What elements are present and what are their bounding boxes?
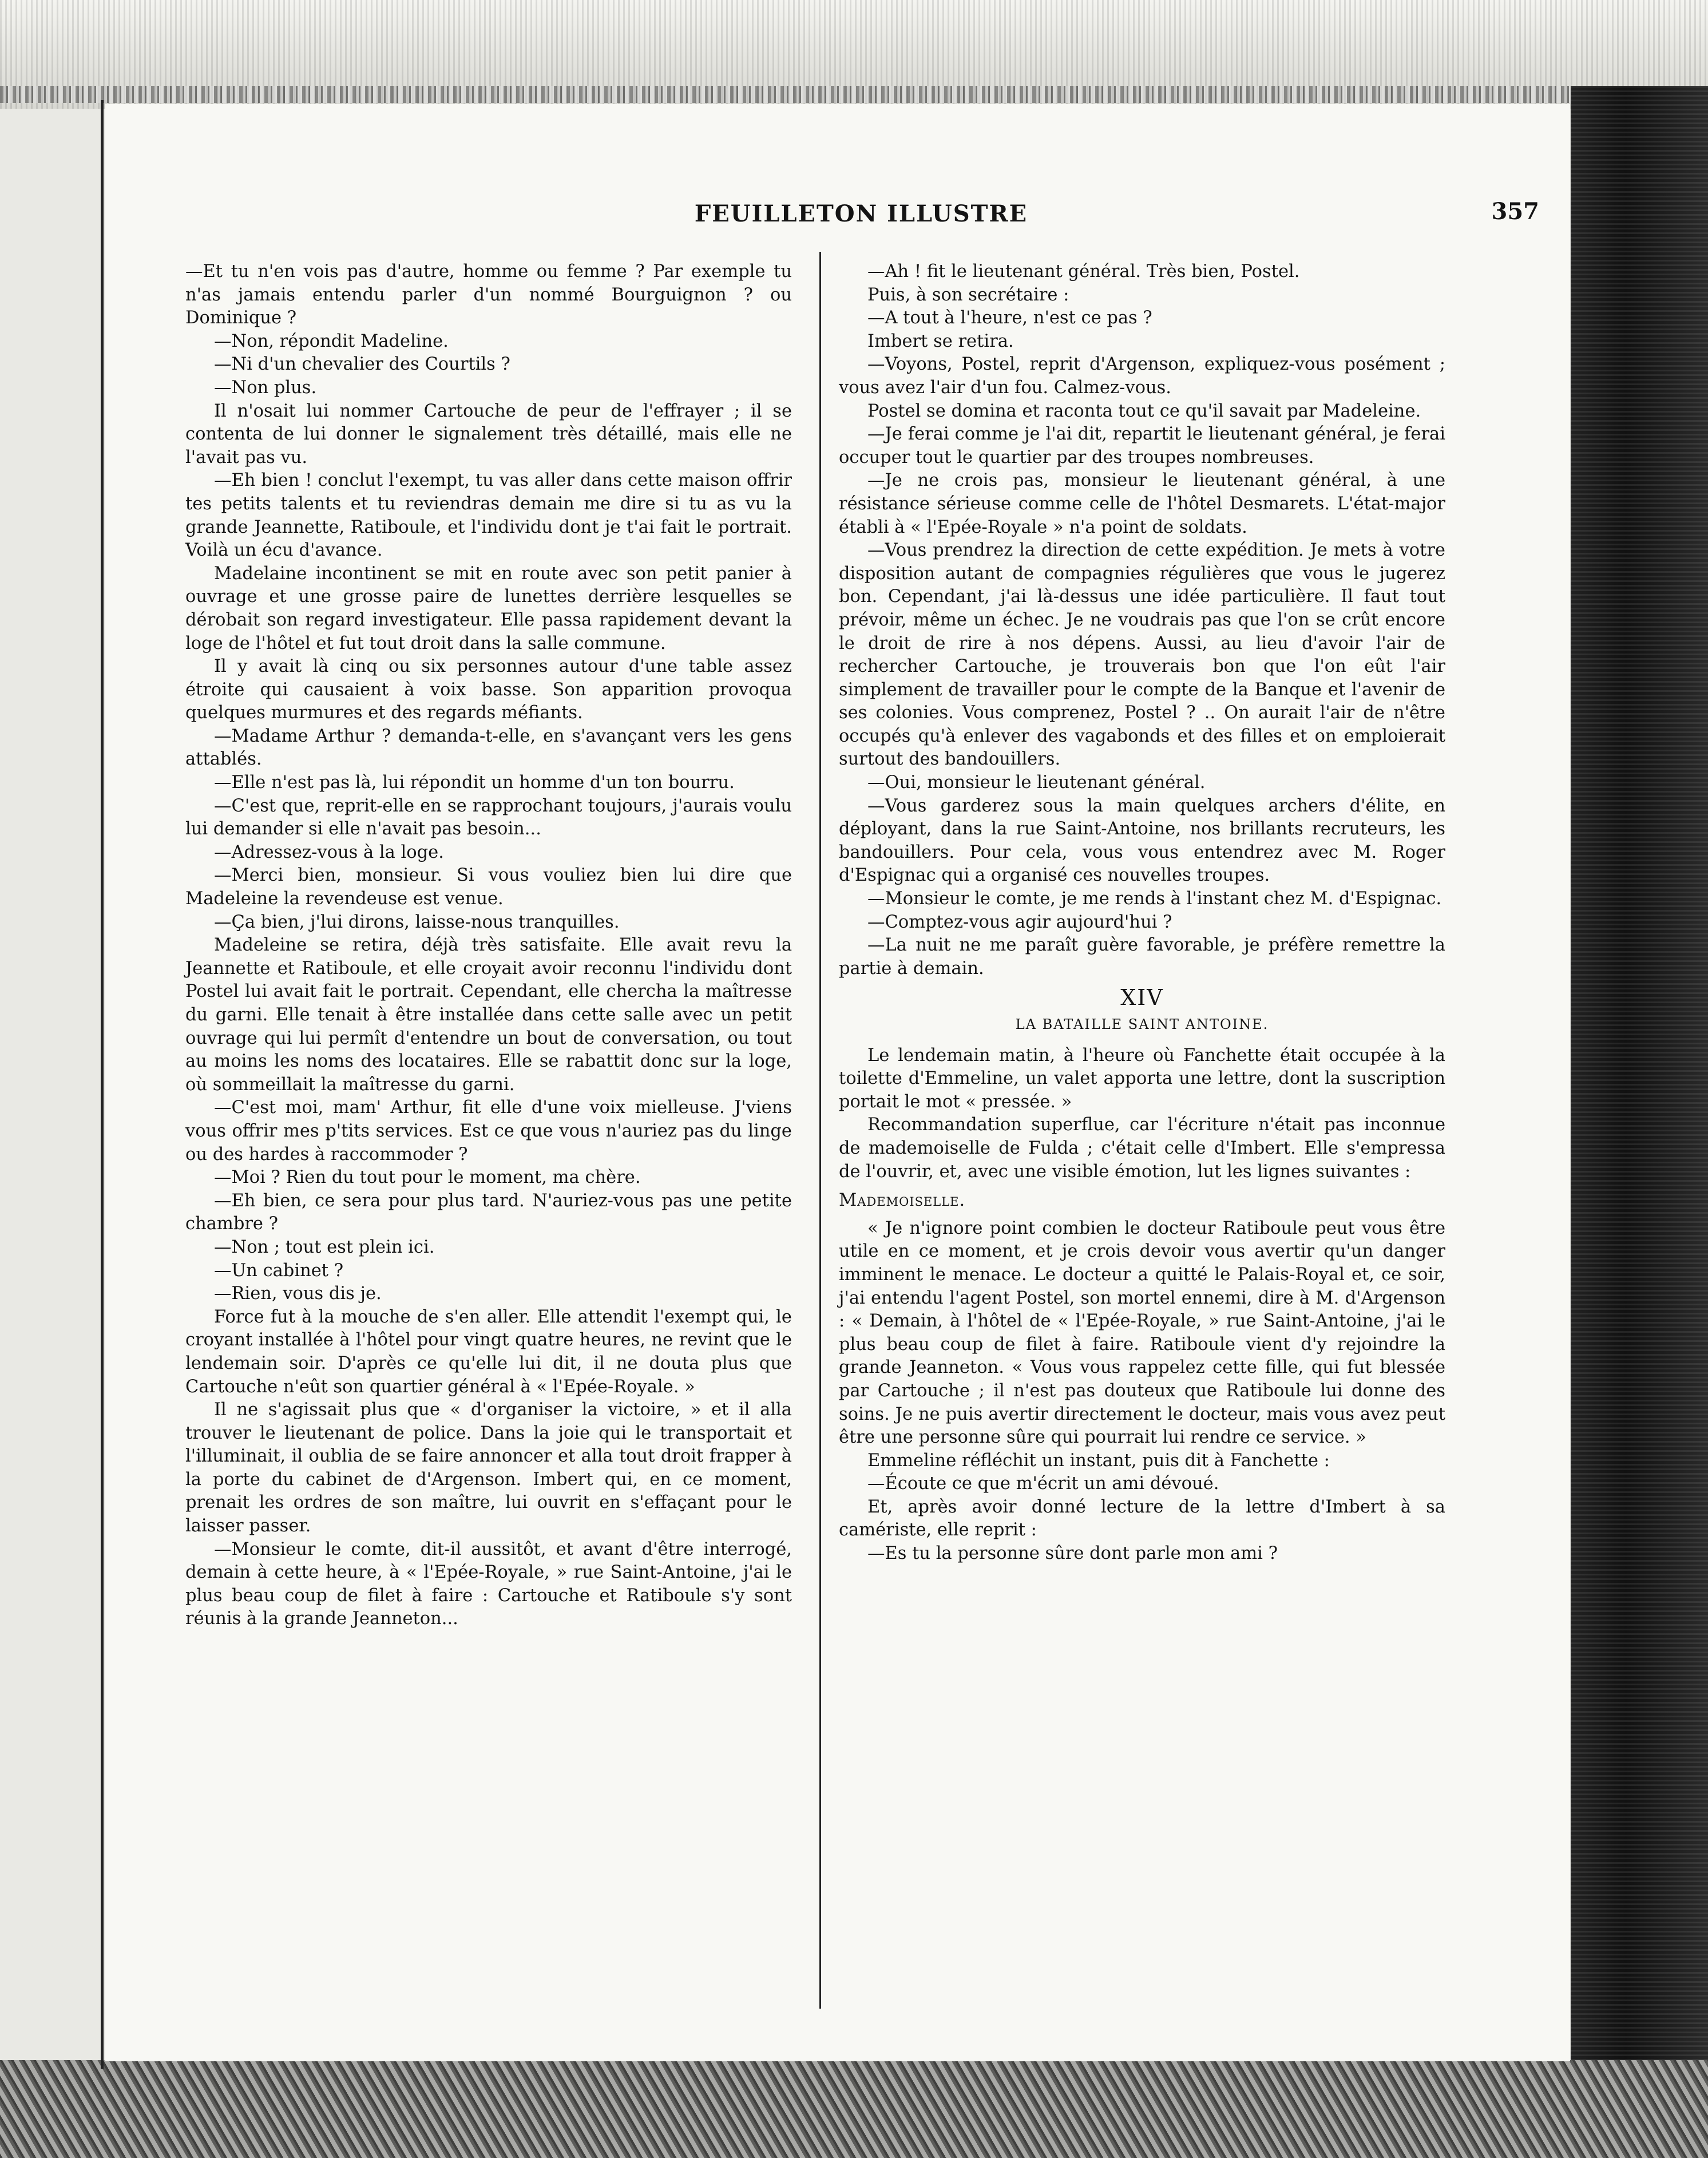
- scan-shadow-right: [1571, 86, 1708, 2077]
- paragraph: Il n'osait lui nommer Cartouche de peur de l'effrayer ; il se contenta de lui donner le signalement très détaillé, mais elle ne l'avait pas vu.: [185, 401, 792, 468]
- paragraph: —Eh bien ! conclut l'exempt, tu vas aller dans cette maison offrir tes petits talents et tu reviendras demain me dire si tu as vu la grande Jeannette, Ratiboule, et l'individu dont je t'ai fait le portrait. Voilà un écu d'avance.: [185, 470, 792, 561]
- paragraph: Il y avait là cinq ou six personnes autour d'une table assez étroite qui causaient à voix basse. Son apparition provoqua quelques murmures et des regards méfiants.: [185, 656, 792, 723]
- paragraph: Postel se domina et raconta tout ce qu'il savait par Madeleine.: [867, 401, 1421, 421]
- paragraph: Force fut à la mouche de s'en aller. Elle attendit l'exempt qui, le croyant installée à l'hôtel pour vingt quatre heures, ne revint que le lendemain soir. D'après ce qu'elle lui dit, il ne douta plus que Cartouche n'eût son quartier général à « l'Epée-Royale. »: [185, 1306, 792, 1397]
- paragraph: —Moi ? Rien du tout pour le moment, ma chère.: [214, 1167, 641, 1188]
- paragraph: —Ça bien, j'lui dirons, laisse-nous tranquilles.: [214, 912, 620, 932]
- paragraph: —Ah ! fit le lieutenant général. Très bien, Postel.: [867, 262, 1300, 282]
- paragraph: —Non plus.: [214, 377, 317, 398]
- paragraph: —Vous garderez sous la main quelques archers d'élite, en déployant, dans la rue Saint-Antoine, nos brillants recruteurs, les bandouillers. Pour cela, vous vous entendrez avec M. Roger d'Espignac qui a organisé ces nouvelles troupes.: [839, 795, 1445, 886]
- paragraph: —Non, répondit Madeline.: [214, 331, 449, 351]
- paragraph: —Eh bien, ce sera pour plus tard. N'auriez-vous pas une petite chambre ?: [185, 1190, 792, 1234]
- scan-edge-top: [0, 86, 1708, 103]
- paragraph: Recommandation superflue, car l'écriture n'était pas inconnue de mademoiselle de Fulda ; c'était celle d'Imbert. Elle s'empressa de l'ouvrir, et, avec une visible émotion, lut les lignes suivantes :: [839, 1115, 1445, 1182]
- chapter-number: XIV: [1120, 985, 1164, 1011]
- column-rule: [819, 252, 821, 2009]
- paragraph: —Oui, monsieur le lieutenant général.: [867, 773, 1206, 793]
- paragraph: —Elle n'est pas là, lui répondit un homme d'un ton bourru.: [214, 773, 735, 793]
- paragraph: Le lendemain matin, à l'heure où Fanchette était occupée à la toilette d'Emmeline, un valet apporta une lettre, dont la suscription portait le mot « pressée. »: [839, 1045, 1445, 1112]
- paragraph: —Es tu la personne sûre dont parle mon ami ?: [867, 1543, 1278, 1564]
- paragraph: —Et tu n'en vois pas d'autre, homme ou femme ? Par exemple tu n'as jamais entendu parler d'un nommé Bourguignon ? ou Dominique ?: [185, 262, 792, 328]
- paragraph: —Je ne crois pas, monsieur le lieutenant général, à une résistance sérieuse comme celle de l'hôtel Desmarets. L'état-major établi à « l'Epée-Royale » n'a point de soldats.: [839, 470, 1445, 537]
- running-head: FEUILLETON ILLUSTRE: [694, 200, 1028, 227]
- paragraph: —Merci bien, monsieur. Si vous vouliez bien lui dire que Madeleine la revendeuse est venue.: [185, 865, 792, 909]
- paragraph: —Je ferai comme je l'ai dit, repartit le lieutenant général, je ferai occuper tout le quartier par des troupes nombreuses.: [839, 424, 1445, 468]
- page-edge-left: [101, 100, 104, 2069]
- paragraph: —Monsieur le comte, je me rends à l'instant chez M. d'Espignac.: [867, 889, 1442, 909]
- scan-noise-bottom: [0, 2060, 1708, 2158]
- left-column: [185, 260, 792, 1631]
- paragraph: Madeleine se retira, déjà très satisfaite. Elle avait revu la Jeannette et Ratiboule, et elle croyait avoir reconnu l'individu dont Postel lui avait fait le portrait. Cependant, elle chercha la maîtresse du garni. Elle tenait à être installée dans cette salle avec un petit ouvrage qui lui permît d'entendre un bout de conversation, ou tout au moins les noms des locataires. Elle se rabattit donc sur la loge, où sommeillait la maîtresse du garni.: [185, 935, 792, 1095]
- paragraph: —Monsieur le comte, dit-il aussitôt, et avant d'être interrogé, demain à cette heure, à « l'Epée-Royale, » rue Saint-Antoine, j'ai le plus beau coup de filet à faire : Cartouche et Ratiboule s'y sont réunis à la grande Jeanneton...: [185, 1539, 792, 1629]
- paragraph: —Non ; tout est plein ici.: [214, 1237, 435, 1257]
- paragraph: —A tout à l'heure, n'est ce pas ?: [867, 308, 1152, 328]
- paragraph: Imbert se retira.: [867, 331, 1014, 351]
- paragraph: Puis, à son secrétaire :: [867, 284, 1069, 305]
- paragraph: —Comptez-vous agir aujourd'hui ?: [867, 912, 1172, 932]
- paragraph: Il ne s'agissait plus que « d'organiser la victoire, » et il alla trouver le lieutenant de police. Dans la joie qui le transportait et l'illuminait, il oublia de se faire annoncer et alla tout droit frapper à la porte du cabinet de d'Argenson. Imbert qui, en ce moment, prenait les ordres de son maître, lui ouvrit en s'effaçant pour le laisser passer.: [185, 1400, 792, 1537]
- page-number: 357: [1491, 198, 1539, 225]
- paragraph: —C'est moi, mam' Arthur, fit elle d'une voix mielleuse. J'viens vous offrir mes p'tits services. Est ce que vous n'auriez pas du linge ou des hardes à raccommoder ?: [185, 1098, 792, 1165]
- chapter-title: LA BATAILLE SAINT ANTOINE.: [1015, 1016, 1269, 1032]
- paragraph: —La nuit ne me paraît guère favorable, je préfère remettre la partie à demain.: [839, 935, 1445, 979]
- letter-body: « Je n'ignore point combien le docteur Ratiboule peut vous être utile en ce moment, et je crois devoir vous avertir qu'un danger imminent le menace. Le docteur a quitté le Palais-Royal et, ce soir, j'ai entendu l'agent Postel, son mortel ennemi, dire à M. d'Argenson : « Demain, à l'hôtel de « l'Epée-Royale, » rue Saint-Antoine, j'ai le plus beau coup de filet à faire. Ratiboule vient d'y rejoindre la grande Jeanneton. « Vous vous rappelez cette fille, qui fut blessée par Cartouche ; il n'est pas douteux que Ratiboule lui donne des soins. Je ne puis avertir directement le docteur, mais vous avez peut être une personne sûre qui pourrait lui rendre ce service. »: [839, 1218, 1445, 1448]
- paragraph: —Ni d'un chevalier des Courtils ?: [214, 354, 510, 375]
- paragraph: —Madame Arthur ? demanda-t-elle, en s'avançant vers les gens attablés.: [185, 726, 792, 770]
- paragraph: —Vous prendrez la direction de cette expédition. Je mets à votre disposition autant de compagnies régulières que vous le jugerez bon. Cependant, j'ai là-dessus une idée particulière. Il faut tout prévoir, même un échec. Je ne voudrais pas que l'on se crût encore le droit de rire à nos dépens. Aussi, au lieu d'avoir l'air de rechercher Cartouche, je trouverais bon que l'on eût l'air simplement de travailler pour le compte de la Banque et l'avenir de ses colonies. Vous comprenez, Postel ? .. On aurait l'air de n'être occupés qu'à enlever des vagabonds et des filles et on emploierait surtout des bandouillers.: [839, 540, 1445, 770]
- letter-salutation: Mademoiselle.: [839, 1190, 966, 1211]
- paragraph: Madelaine incontinent se mit en route avec son petit panier à ouvrage et une grosse paire de lunettes derrière lesquelles se dérobait son regard investigateur. Elle passa rapidement devant la loge de l'hôtel et fut tout droit dans la salle commune.: [185, 563, 792, 654]
- paragraph: —Écoute ce que m'écrit un ami dévoué.: [867, 1474, 1219, 1494]
- paragraph: —Rien, vous dis je.: [214, 1284, 382, 1304]
- paragraph: Et, après avoir donné lecture de la lettre d'Imbert à sa camériste, elle reprit :: [839, 1496, 1445, 1541]
- right-column: [839, 260, 1445, 1566]
- paragraph: —Voyons, Postel, reprit d'Argenson, expliquez-vous posément ; vous avez l'air d'un fou. Calmez-vous.: [839, 354, 1445, 398]
- paragraph: —C'est que, reprit-elle en se rapprochant toujours, j'aurais voulu lui demander si elle n'avait pas besoin...: [185, 795, 792, 840]
- paragraph: —Adressez-vous à la loge.: [214, 842, 444, 862]
- paragraph: —Un cabinet ?: [214, 1260, 344, 1281]
- paragraph: Emmeline réfléchit un instant, puis dit à Fanchette :: [867, 1450, 1330, 1471]
- page-header: [183, 195, 1539, 235]
